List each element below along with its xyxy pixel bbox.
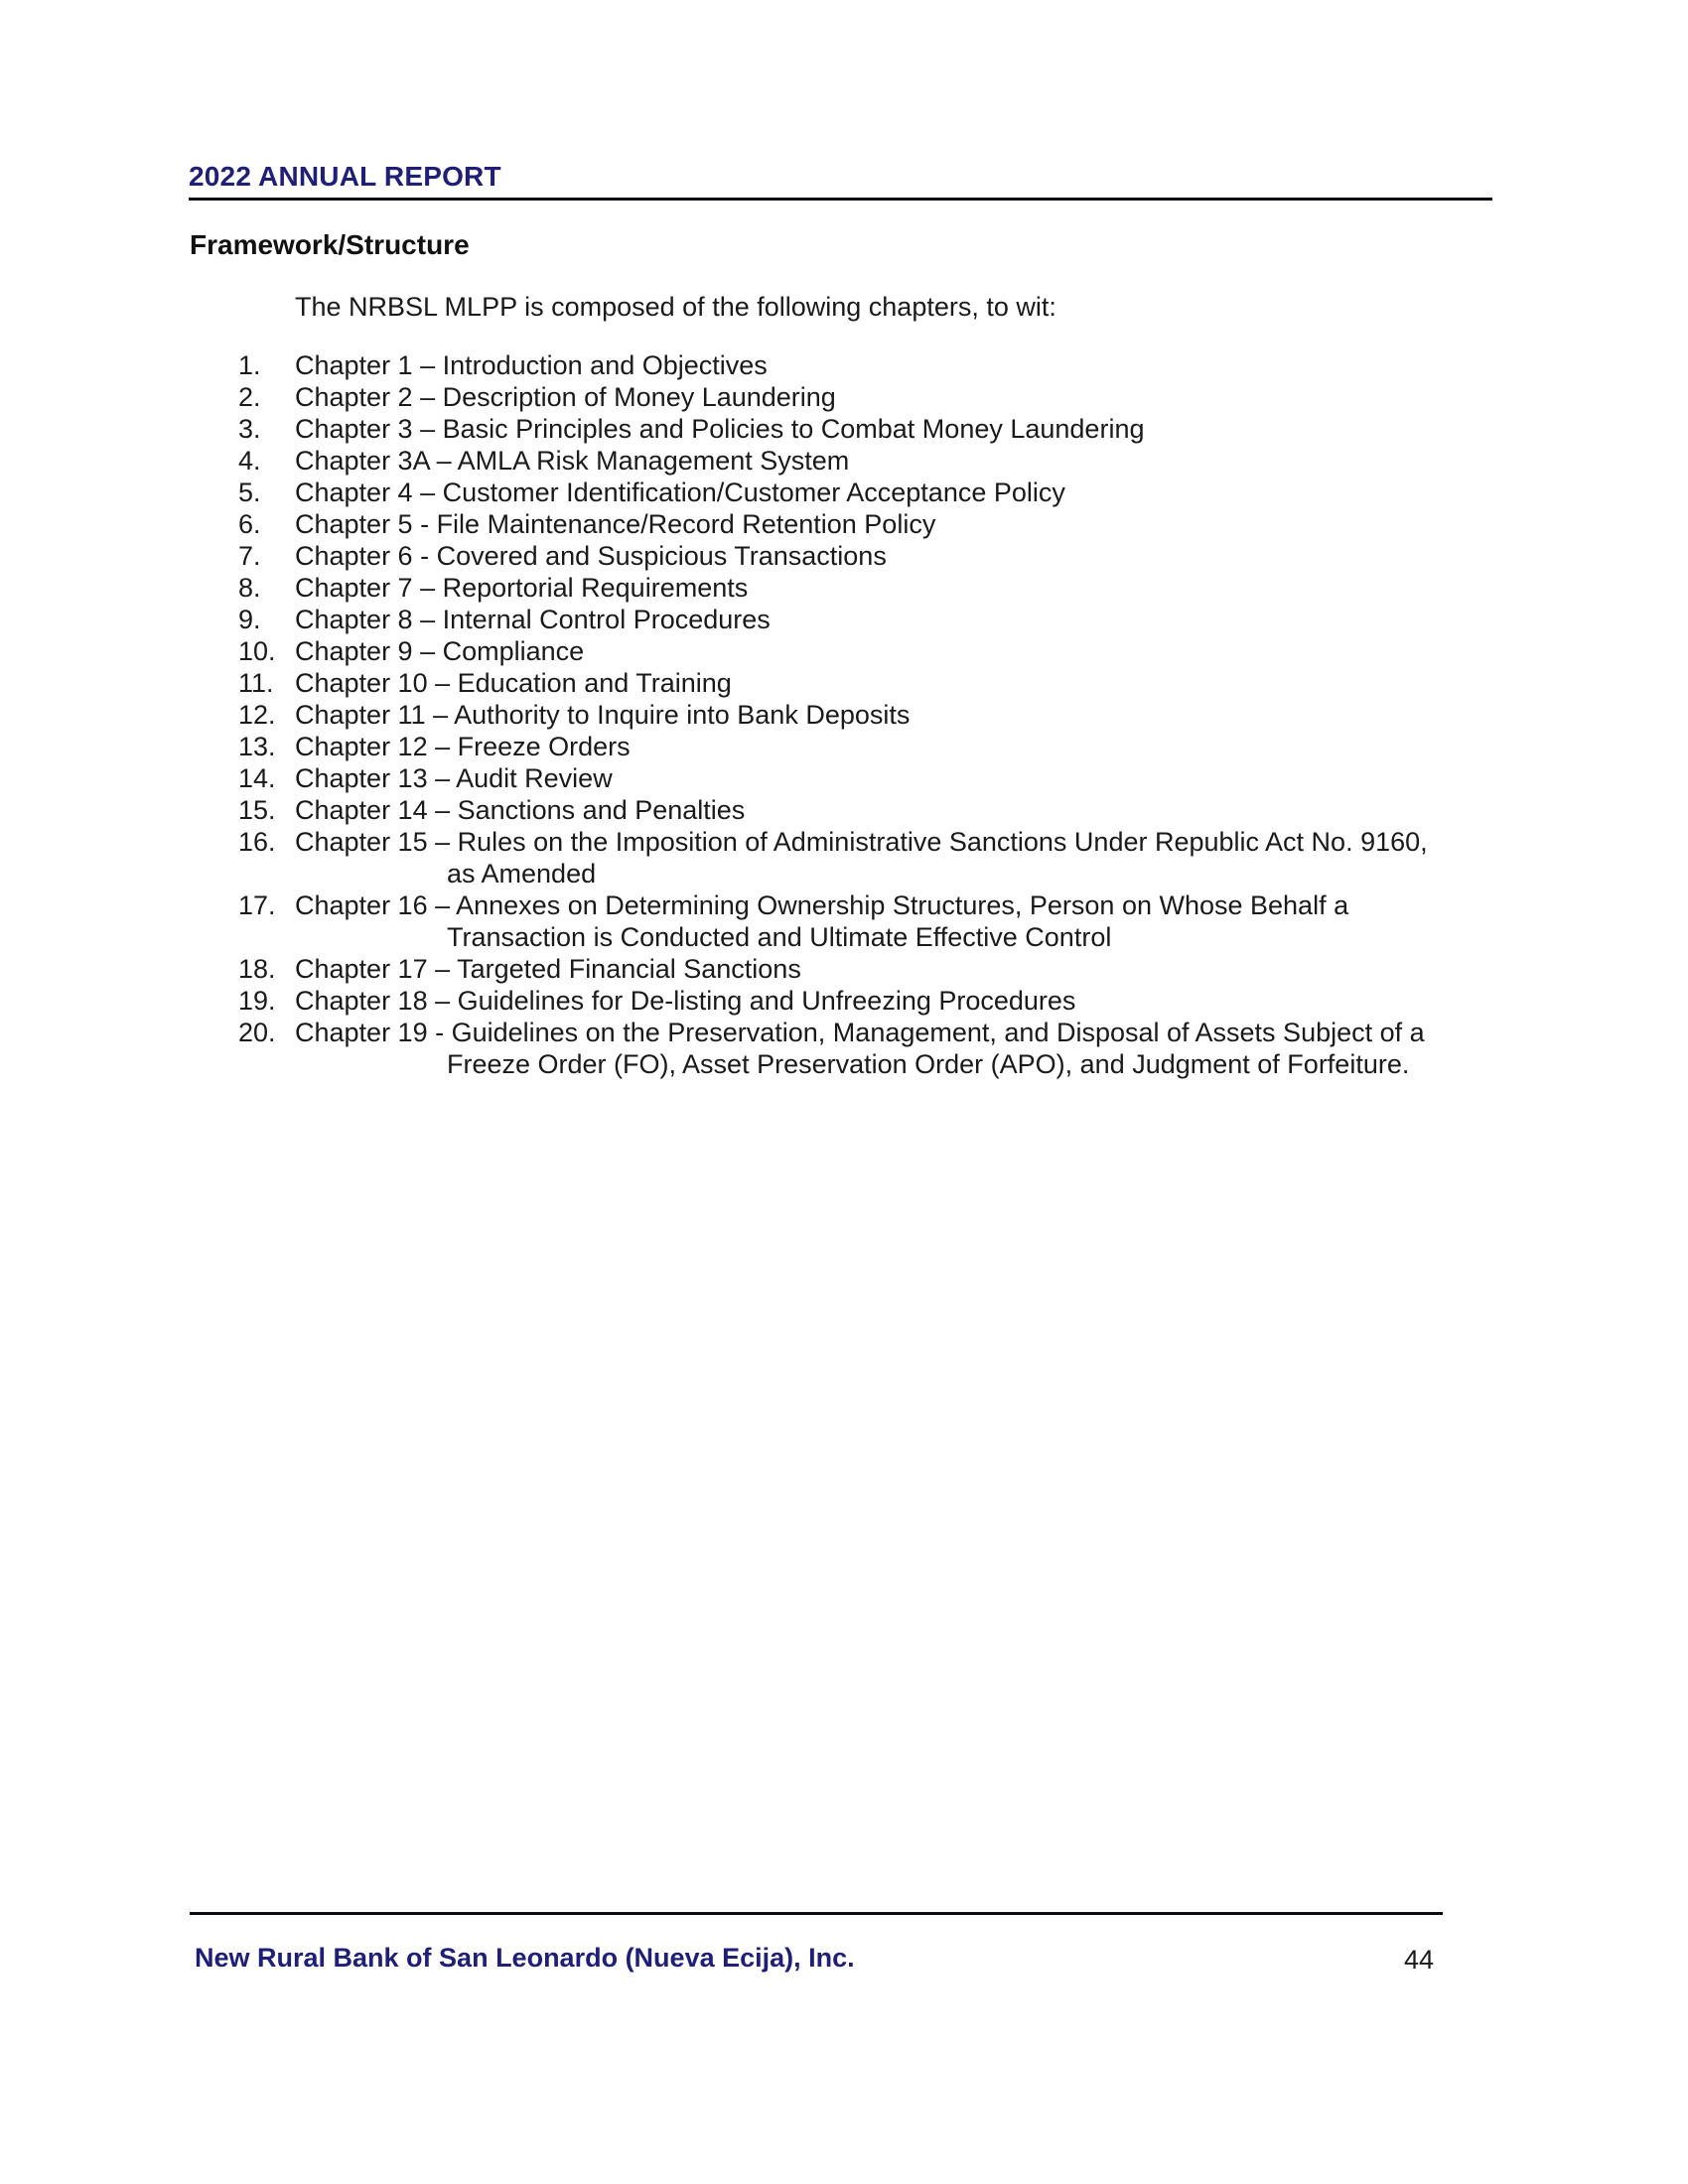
list-item (238, 889, 1428, 953)
list-item-line1: Chapter 17 – Targeted Financial Sanctions (295, 954, 801, 984)
footer-page-number: 44 (1404, 1945, 1435, 1975)
list-item-number: 4. (238, 446, 261, 476)
list-item-line1: Chapter 4 – Customer Identification/Customer Acceptance Policy (295, 478, 1065, 507)
list-item (238, 794, 1428, 826)
list-item-text (295, 572, 748, 604)
intro-paragraph: The NRBSL MLPP is composed of the following chapters, to wit: (295, 292, 1056, 322)
list-item (238, 508, 1428, 540)
list-item-number: 19. (238, 986, 276, 1016)
list-item-number: 10. (238, 636, 276, 666)
list-item (238, 635, 1428, 667)
list-item-line1: Chapter 12 – Freeze Orders (295, 732, 631, 761)
list-item-number: 9. (238, 605, 261, 634)
list-item-line1: Chapter 10 – Education and Training (295, 668, 732, 698)
list-item-text (295, 540, 887, 572)
section-heading: Framework/Structure (190, 229, 470, 260)
list-item-line1: Chapter 1 – Introduction and Objectives (295, 350, 768, 380)
list-item-number: 3. (238, 414, 261, 444)
footer-rule (190, 1912, 1443, 1915)
list-item-number: 5. (238, 478, 261, 507)
list-item (238, 1017, 1428, 1080)
list-item-text (295, 381, 836, 413)
list-item (238, 572, 1428, 604)
list-item-line1: Chapter 9 – Compliance (295, 636, 585, 666)
list-item-line1: Chapter 8 – Internal Control Procedures (295, 605, 771, 634)
list-item-number: 15. (238, 795, 276, 825)
list-item (238, 762, 1428, 794)
list-item-text (295, 731, 631, 762)
list-item (238, 667, 1428, 699)
list-item-line1: Chapter 19 - Guidelines on the Preservation, Management, and Disposal of Assets Subject of a (295, 1018, 1425, 1047)
list-item-number: 7. (238, 541, 261, 571)
list-item (238, 826, 1428, 889)
list-item (238, 604, 1428, 635)
list-item (238, 953, 1428, 985)
list-item-line1: Chapter 18 – Guidelines for De-listing and Unfreezing Procedures (295, 986, 1076, 1016)
list-item-number: 12. (238, 700, 276, 730)
list-item-text (295, 635, 584, 667)
list-item-number: 20. (238, 1018, 276, 1047)
list-item (238, 413, 1428, 445)
list-item-text (295, 1017, 1425, 1080)
list-item (238, 540, 1428, 572)
footer-bank-name: New Rural Bank of San Leonardo (Nueva Ecija), Inc. (195, 1943, 855, 1973)
list-item-line1: Chapter 3A – AMLA Risk Management System (295, 446, 850, 476)
list-item-line1: Chapter 14 – Sanctions and Penalties (295, 795, 746, 825)
list-item-text (295, 477, 1065, 508)
list-item-number: 6. (238, 509, 261, 539)
list-item-line1: Chapter 2 – Description of Money Laundering (295, 382, 836, 412)
list-item-line1: Chapter 6 - Covered and Suspicious Transactions (295, 541, 887, 571)
list-item-text (295, 699, 910, 731)
list-item-line2: Transaction is Conducted and Ultimate Effective Control (447, 922, 1112, 952)
list-item (238, 445, 1428, 477)
list-item-text (295, 445, 849, 477)
list-item-number: 13. (238, 732, 276, 761)
list-item-text (295, 604, 771, 635)
list-item-line1: Chapter 7 – Reportorial Requirements (295, 573, 749, 603)
list-item (238, 477, 1428, 508)
list-item-line2: as Amended (447, 859, 597, 888)
header-rule (189, 198, 1492, 201)
list-item-number: 8. (238, 573, 261, 603)
list-item-number: 2. (238, 382, 261, 412)
list-item-text (295, 826, 1428, 889)
list-item (238, 381, 1428, 413)
list-item-line1: Chapter 13 – Audit Review (295, 763, 613, 793)
list-item-number: 11. (238, 668, 274, 698)
list-item-line1: Chapter 16 – Annexes on Determining Ownership Structures, Person on Whose Behalf a (295, 890, 1349, 920)
report-header-title: 2022 ANNUAL REPORT (189, 161, 501, 192)
list-item-text (295, 985, 1075, 1017)
list-item-text (295, 794, 745, 826)
list-item-number: 14. (238, 763, 276, 793)
list-item-line1: Chapter 3 – Basic Principles and Policies to Combat Money Laundering (295, 414, 1145, 444)
list-item-text (295, 667, 732, 699)
list-item-text (295, 413, 1144, 445)
list-item (238, 985, 1428, 1017)
list-item-number: 18. (238, 954, 276, 984)
list-item-text (295, 349, 768, 381)
list-item-line2: Freeze Order (FO), Asset Preservation Order (APO), and Judgment of Forfeiture. (447, 1049, 1410, 1079)
list-item (238, 699, 1428, 731)
list-item-text (295, 889, 1348, 953)
list-item-line1: Chapter 11 – Authority to Inquire into Bank Deposits (295, 700, 911, 730)
list-item-text (295, 508, 935, 540)
list-item-line1: Chapter 5 - File Maintenance/Record Retention Policy (295, 509, 936, 539)
list-item-text (295, 762, 613, 794)
list-item (238, 349, 1428, 381)
chapter-list (238, 349, 1428, 1080)
list-item-number: 17. (238, 890, 276, 920)
list-item-number: 1. (238, 350, 261, 380)
list-item-line1: Chapter 15 – Rules on the Imposition of Administrative Sanctions Under Republic Act No. 9160, (295, 827, 1428, 857)
list-item (238, 731, 1428, 762)
list-item-number: 16. (238, 827, 276, 857)
list-item-text (295, 953, 801, 985)
